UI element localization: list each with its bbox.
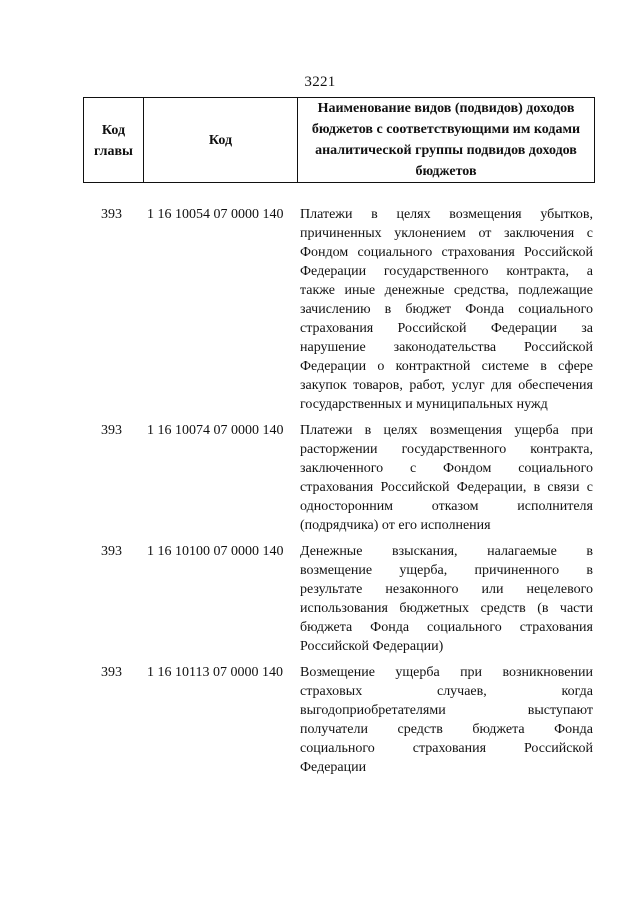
row-chapter-code: 393 xyxy=(101,665,122,680)
header-name xyxy=(298,98,594,182)
table-row xyxy=(0,542,640,656)
description-line: нарушение законодательства Российской xyxy=(300,340,593,355)
description-line: страхования Российской Федерации за xyxy=(300,321,593,336)
description-line: Федерации xyxy=(300,760,367,775)
header-chapter-code-line: главы xyxy=(94,144,133,159)
description-line: (подрядчика) от его исполнения xyxy=(300,518,491,533)
description-line: Российской Федерации) xyxy=(300,639,444,654)
description-line: бюджета Фонда социального страхования xyxy=(300,620,593,635)
description-line: Фондом социального страхования Российской xyxy=(300,245,593,260)
row-description xyxy=(300,205,593,414)
description-line: односторонним отказом исполнителя xyxy=(300,499,593,514)
description-line: выгодоприобретателями выступают xyxy=(300,703,593,718)
description-line: Денежные взыскания, налагаемые в xyxy=(300,544,593,559)
table-row xyxy=(0,663,640,777)
row-income-code: 1 16 10054 07 0000 140 xyxy=(147,207,284,222)
description-line: Возмещение ущерба при возникновении xyxy=(300,665,593,680)
description-line: использования бюджетных средств (в части xyxy=(300,601,593,616)
row-description xyxy=(300,663,593,777)
description-line: страховых случаев, когда xyxy=(300,684,593,699)
table-row xyxy=(0,205,640,414)
description-line: причиненных уклонением от заключения с xyxy=(300,226,593,241)
description-line: социального страхования Российской xyxy=(300,741,593,756)
header-name-line: бюджетов с соответствующими им кодами xyxy=(311,122,581,137)
row-income-code: 1 16 10074 07 0000 140 xyxy=(147,423,284,438)
row-chapter-code: 393 xyxy=(101,544,122,559)
header-chapter-code xyxy=(84,98,144,182)
description-line: заключенного с Фондом социального xyxy=(300,461,593,476)
header-code: Код xyxy=(144,98,298,182)
description-line: зачислению в бюджет Фонда социального xyxy=(300,302,593,317)
row-chapter-code: 393 xyxy=(101,207,122,222)
row-income-code: 1 16 10100 07 0000 140 xyxy=(147,544,284,559)
row-description xyxy=(300,421,593,535)
row-description xyxy=(300,542,593,656)
table-header xyxy=(83,97,595,183)
description-line: возмещение ущерба, причиненного в xyxy=(300,563,593,578)
header-name-line: бюджетов xyxy=(415,164,477,179)
description-line: расторжении государственного контракта, xyxy=(300,442,593,457)
row-chapter-code: 393 xyxy=(101,423,122,438)
description-line: государственных и муниципальных нужд xyxy=(300,397,548,412)
page-number: 3221 xyxy=(304,74,336,90)
description-line: закупок товаров, работ, услуг для обеспечения xyxy=(300,378,593,393)
header-name-line: аналитической группы подвидов доходов xyxy=(315,143,577,158)
row-income-code: 1 16 10113 07 0000 140 xyxy=(147,665,283,680)
description-line: также иные денежные средства, подлежащие xyxy=(300,283,593,298)
table-row xyxy=(0,421,640,535)
description-line: Платежи в целях возмещения ущерба при xyxy=(300,423,593,438)
table-body xyxy=(0,205,640,777)
description-line: страхования Российской Федерации, в связи с xyxy=(300,480,593,495)
description-line: Платежи в целях возмещения убытков, xyxy=(300,207,593,222)
description-line: получатели средств бюджета Фонда xyxy=(300,722,593,737)
header-name-line: Наименование видов (подвидов) доходов xyxy=(317,101,575,116)
description-line: Федерации о контрактной системе в сфере xyxy=(300,359,593,374)
description-line: Федерации государственного контракта, а xyxy=(300,264,593,279)
header-chapter-code-line: Код xyxy=(101,123,126,138)
description-line: результате незаконного или нецелевого xyxy=(300,582,593,597)
